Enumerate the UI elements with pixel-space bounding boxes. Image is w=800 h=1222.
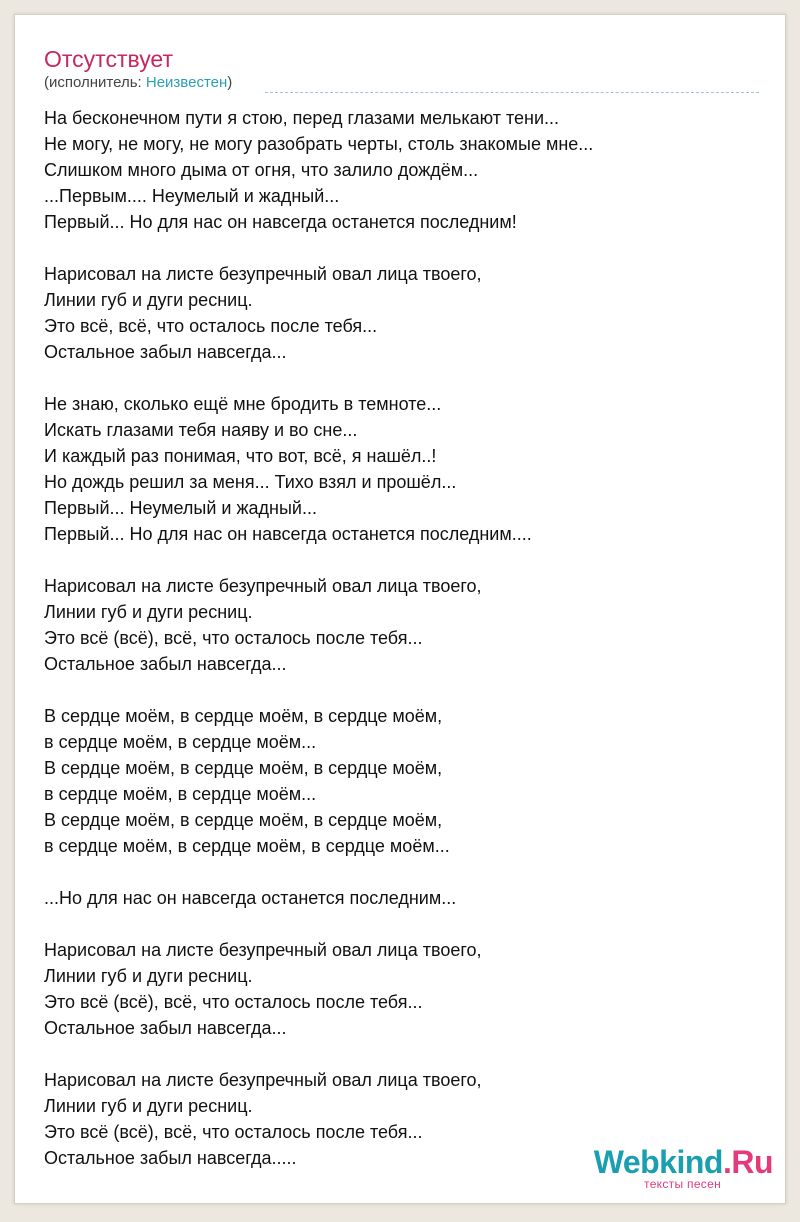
lyrics-line: Линии губ и дуги ресниц. [44, 602, 253, 622]
title-divider [265, 92, 759, 93]
lyrics-line: в сердце моём, в сердце моём... [44, 732, 317, 752]
lyrics-stanza [44, 105, 764, 235]
lyrics-line: Остальное забыл навсегда... [44, 1018, 287, 1038]
lyrics-line: Нарисовал на листе безупречный овал лица твоего, [44, 576, 482, 596]
song-title: Отсутствует [44, 46, 173, 72]
lyrics-line: в сердце моём, в сердце моём, в сердце моём... [44, 836, 450, 856]
lyrics-stanza [44, 703, 764, 859]
artist-prefix: (исполнитель: [44, 74, 146, 91]
artist-suffix: ) [227, 74, 233, 91]
lyrics-line: Это всё, всё, что осталось после тебя... [44, 316, 378, 336]
lyrics-line: в сердце моём, в сердце моём... [44, 784, 317, 804]
lyrics-page [14, 14, 786, 1204]
lyrics-stanza [44, 885, 764, 911]
lyrics-line: Не знаю, сколько ещё мне бродить в темноте... [44, 394, 442, 414]
lyrics-line: Но дождь решил за меня... Тихо взял и прошёл... [44, 472, 457, 492]
lyrics-line: Нарисовал на листе безупречный овал лица твоего, [44, 264, 482, 284]
lyrics-stanza [44, 261, 764, 365]
lyrics-line: Остальное забыл навсегда..... [44, 1148, 297, 1168]
lyrics-line: Не могу, не могу, не могу разобрать черты, столь знакомые мне... [44, 134, 594, 154]
watermark-brand: Webkind [593, 1144, 723, 1180]
lyrics-line: Слишком много дыма от огня, что залило дождём... [44, 160, 479, 180]
artist-line [44, 74, 232, 92]
watermark-tld: .Ru [722, 1144, 773, 1180]
lyrics-line: Нарисовал на листе безупречный овал лица твоего, [44, 1070, 482, 1090]
lyrics-line: На бесконечном пути я стою, перед глазами мелькают тени... [44, 108, 560, 128]
lyrics-line: В сердце моём, в сердце моём, в сердце моём, [44, 758, 443, 778]
lyrics-line: Это всё (всё), всё, что осталось после тебя... [44, 992, 423, 1012]
lyrics-line: Первый... Но для нас он навсегда останется последним.... [44, 524, 532, 544]
lyrics-line: И каждый раз понимая, что вот, всё, я нашёл..! [44, 446, 437, 466]
watermark-tagline: тексты песен [644, 1177, 721, 1191]
lyrics-line: В сердце моём, в сердце моём, в сердце моём, [44, 706, 443, 726]
watermark-logo [594, 1145, 773, 1179]
lyrics-line: Первый... Но для нас он навсегда останется последним! [44, 212, 517, 232]
lyrics-line: ...Но для нас он навсегда останется последним... [44, 888, 457, 908]
lyrics-stanza [44, 937, 764, 1041]
lyrics-stanza [44, 391, 764, 547]
lyrics-line: Это всё (всё), всё, что осталось после тебя... [44, 628, 423, 648]
lyrics-line: Первый... Неумелый и жадный... [44, 498, 317, 518]
lyrics-line: Линии губ и дуги ресниц. [44, 966, 253, 986]
lyrics-line: Линии губ и дуги ресниц. [44, 1096, 253, 1116]
lyrics-line: Линии губ и дуги ресниц. [44, 290, 253, 310]
lyrics-stanza [44, 573, 764, 677]
lyrics-line: Это всё (всё), всё, что осталось после тебя... [44, 1122, 423, 1142]
lyrics-body [44, 105, 764, 1197]
lyrics-line: Остальное забыл навсегда... [44, 342, 287, 362]
lyrics-line: ...Первым.... Неумелый и жадный... [44, 186, 340, 206]
artist-link[interactable]: Неизвестен [145, 74, 228, 91]
lyrics-line: В сердце моём, в сердце моём, в сердце моём, [44, 810, 443, 830]
site-watermark [583, 1145, 773, 1191]
lyrics-line: Остальное забыл навсегда... [44, 654, 287, 674]
lyrics-line: Нарисовал на листе безупречный овал лица твоего, [44, 940, 482, 960]
lyrics-line: Искать глазами тебя наяву и во сне... [44, 420, 358, 440]
